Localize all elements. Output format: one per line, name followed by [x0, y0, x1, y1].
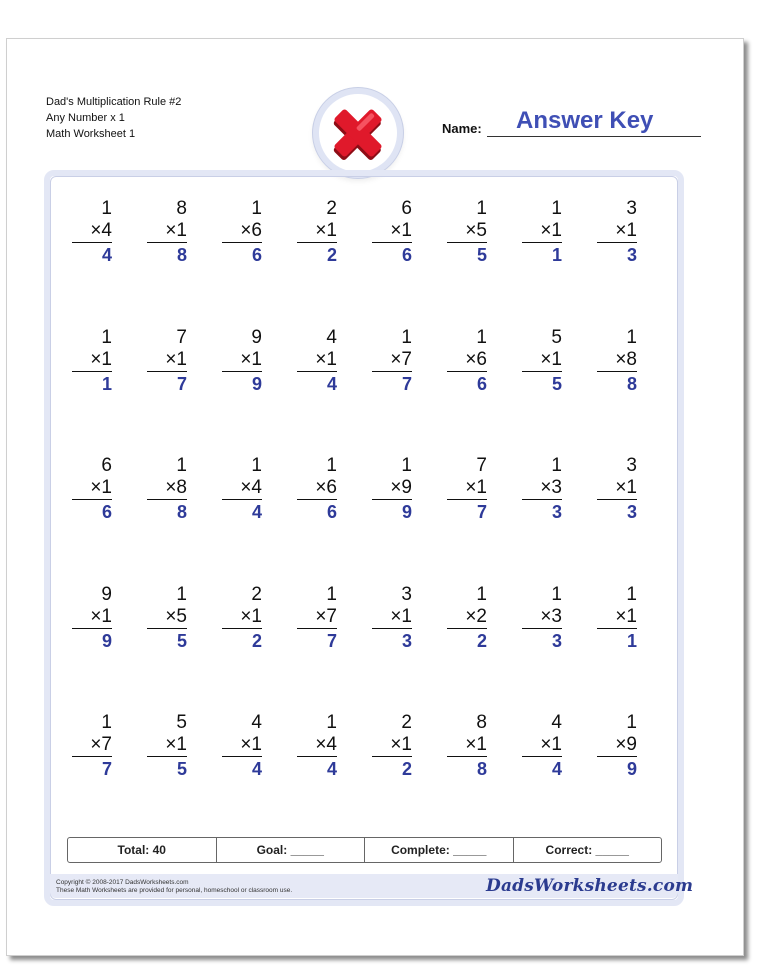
multiplier: ×7 — [297, 606, 337, 629]
complete-cell[interactable]: Complete: _____ — [365, 838, 514, 862]
multiplicand: 1 — [101, 712, 112, 733]
multiplicand: 1 — [551, 584, 562, 605]
answer[interactable]: 4 — [326, 374, 337, 394]
problem-r4-c5 — [372, 584, 412, 652]
multiplier: ×1 — [222, 349, 262, 372]
multiplier: ×5 — [447, 220, 487, 243]
answer[interactable]: 5 — [476, 245, 487, 265]
multiplicand: 1 — [626, 584, 637, 605]
answer[interactable]: 2 — [251, 631, 262, 651]
answer[interactable]: 8 — [176, 245, 187, 265]
correct-cell[interactable]: Correct: _____ — [545, 843, 629, 857]
multiplier: ×4 — [222, 477, 262, 500]
problem-r2-c6 — [447, 327, 487, 395]
problem-r2-c8 — [597, 327, 637, 395]
multiplicand: 1 — [626, 327, 637, 348]
answer[interactable]: 7 — [401, 374, 412, 394]
answer[interactable]: 4 — [326, 759, 337, 779]
problem-r1-c2 — [147, 198, 187, 266]
problem-r4-c7 — [522, 584, 562, 652]
problem-r2-c3 — [222, 327, 262, 395]
multiplier: ×5 — [147, 606, 187, 629]
multiplier: ×1 — [147, 220, 187, 243]
multiplier: ×8 — [597, 349, 637, 372]
multiplicand: 1 — [626, 712, 637, 733]
multiplier: ×1 — [597, 220, 637, 243]
multiplier: ×1 — [372, 734, 412, 757]
problem-r5-c6 — [447, 712, 487, 780]
answer[interactable]: 6 — [101, 502, 112, 522]
multiplicand: 3 — [401, 584, 412, 605]
problem-r5-c8 — [597, 712, 637, 780]
answer[interactable]: 7 — [476, 502, 487, 522]
answer[interactable]: 1 — [551, 245, 562, 265]
answer[interactable]: 7 — [176, 374, 187, 394]
multiplier: ×1 — [297, 220, 337, 243]
answer[interactable]: 5 — [551, 374, 562, 394]
problem-r3-c8 — [597, 455, 637, 523]
problem-r5-c1 — [72, 712, 112, 780]
answer[interactable]: 2 — [326, 245, 337, 265]
multiplicand: 1 — [176, 455, 187, 476]
worksheet-subtitle: Any Number x 1 — [46, 112, 125, 124]
answer[interactable]: 1 — [626, 631, 637, 651]
problem-r2-c7 — [522, 327, 562, 395]
problem-r3-c3 — [222, 455, 262, 523]
problem-r5-c3 — [222, 712, 262, 780]
problem-r3-c1 — [72, 455, 112, 523]
multiplier: ×7 — [372, 349, 412, 372]
multiplier: ×1 — [72, 477, 112, 500]
answer[interactable]: 8 — [176, 502, 187, 522]
multiplicand: 8 — [476, 712, 487, 733]
multiplier: ×1 — [447, 734, 487, 757]
answer[interactable]: 7 — [101, 759, 112, 779]
multiplicand: 6 — [101, 455, 112, 476]
answer[interactable]: 5 — [176, 631, 187, 651]
multiplicand: 4 — [326, 327, 337, 348]
problem-r1-c5 — [372, 198, 412, 266]
problem-r4-c3 — [222, 584, 262, 652]
answer[interactable]: 4 — [101, 245, 112, 265]
answer[interactable]: 3 — [551, 631, 562, 651]
multiplicand: 2 — [326, 198, 337, 219]
answer[interactable]: 4 — [551, 759, 562, 779]
problems-frame-inner — [50, 176, 678, 900]
answer[interactable]: 2 — [476, 631, 487, 651]
multiplicand: 1 — [101, 198, 112, 219]
multiplier: ×2 — [447, 606, 487, 629]
answer[interactable]: 9 — [101, 631, 112, 651]
logo-badge — [313, 88, 403, 178]
worksheet-number: Math Worksheet 1 — [46, 128, 136, 140]
problem-r3-c2 — [147, 455, 187, 523]
multiplicand: 1 — [176, 584, 187, 605]
multiplicand: 1 — [551, 198, 562, 219]
answer[interactable]: 6 — [326, 502, 337, 522]
multiplicand: 1 — [326, 712, 337, 733]
problem-r4-c8 — [597, 584, 637, 652]
multiplicand: 1 — [476, 198, 487, 219]
problem-r1-c3 — [222, 198, 262, 266]
answer[interactable]: 9 — [626, 759, 637, 779]
problem-r5-c5 — [372, 712, 412, 780]
problem-r2-c1 — [72, 327, 112, 395]
multiplicand: 9 — [101, 584, 112, 605]
multiplier: ×1 — [147, 734, 187, 757]
multiplier: ×1 — [522, 349, 562, 372]
multiplier: ×4 — [72, 220, 112, 243]
problem-r3-c7 — [522, 455, 562, 523]
multiplier: ×6 — [222, 220, 262, 243]
copyright-line: Copyright © 2008-2017 DadsWorksheets.com — [56, 879, 189, 886]
answer[interactable]: 3 — [626, 245, 637, 265]
problem-r5-c7 — [522, 712, 562, 780]
multiplier: ×1 — [372, 606, 412, 629]
problem-r5-c4 — [297, 712, 337, 780]
answer[interactable]: 8 — [476, 759, 487, 779]
multiplier: ×3 — [522, 606, 562, 629]
answer[interactable]: 6 — [476, 374, 487, 394]
multiplier: ×1 — [372, 220, 412, 243]
problem-r1-c6 — [447, 198, 487, 266]
answer[interactable]: 4 — [251, 759, 262, 779]
problem-r5-c2 — [147, 712, 187, 780]
copyright-notice — [56, 879, 292, 895]
problem-r4-c1 — [72, 584, 112, 652]
multiplicand: 2 — [401, 712, 412, 733]
multiplicand: 3 — [626, 198, 637, 219]
multiplier: ×1 — [222, 734, 262, 757]
multiplicand: 1 — [476, 584, 487, 605]
red-x-icon — [327, 102, 389, 164]
worksheet-title: Dad's Multiplication Rule #2 — [46, 96, 182, 108]
multiplier: ×1 — [72, 606, 112, 629]
multiplicand: 1 — [326, 455, 337, 476]
problem-r3-c5 — [372, 455, 412, 523]
problem-r1-c8 — [597, 198, 637, 266]
multiplier: ×1 — [597, 477, 637, 500]
brand-logo: DadsWorksheets.com — [486, 876, 694, 896]
answer[interactable]: 3 — [401, 631, 412, 651]
answer[interactable]: 9 — [401, 502, 412, 522]
problem-r3-c6 — [447, 455, 487, 523]
multiplier: ×9 — [597, 734, 637, 757]
problem-r4-c6 — [447, 584, 487, 652]
multiplicand: 9 — [251, 327, 262, 348]
problem-r1-c4 — [297, 198, 337, 266]
total-cell: Total: 40 — [68, 838, 217, 862]
answer[interactable]: 4 — [251, 502, 262, 522]
multiplicand: 7 — [476, 455, 487, 476]
multiplicand: 2 — [251, 584, 262, 605]
multiplier: ×4 — [297, 734, 337, 757]
multiplier: ×1 — [522, 734, 562, 757]
multiplier: ×8 — [147, 477, 187, 500]
answer[interactable]: 2 — [401, 759, 412, 779]
answer[interactable]: 1 — [101, 374, 112, 394]
multiplicand: 1 — [101, 327, 112, 348]
multiplicand: 5 — [176, 712, 187, 733]
answer[interactable]: 3 — [551, 502, 562, 522]
answer[interactable]: 7 — [326, 631, 337, 651]
problem-r1-c1 — [72, 198, 112, 266]
multiplier: ×1 — [147, 349, 187, 372]
usage-line: These Math Worksheets are provided for personal, homeschool or classroom use. — [56, 887, 293, 894]
multiplicand: 3 — [626, 455, 637, 476]
answer[interactable]: 5 — [176, 759, 187, 779]
problem-r4-c2 — [147, 584, 187, 652]
problem-r2-c5 — [372, 327, 412, 395]
multiplicand: 1 — [251, 198, 262, 219]
multiplier: ×6 — [297, 477, 337, 500]
multiplier: ×7 — [72, 734, 112, 757]
multiplicand: 8 — [176, 198, 187, 219]
multiplicand: 1 — [551, 455, 562, 476]
problem-r3-c4 — [297, 455, 337, 523]
answer[interactable]: 8 — [626, 374, 637, 394]
problem-r4-c4 — [297, 584, 337, 652]
worksheet-info — [46, 94, 181, 142]
multiplier: ×3 — [522, 477, 562, 500]
answer[interactable]: 6 — [251, 245, 262, 265]
score-bar — [67, 837, 662, 863]
multiplicand: 1 — [476, 327, 487, 348]
problem-r2-c4 — [297, 327, 337, 395]
multiplier: ×1 — [222, 606, 262, 629]
problem-r2-c2 — [147, 327, 187, 395]
multiplier: ×1 — [597, 606, 637, 629]
multiplicand: 1 — [401, 327, 412, 348]
name-field[interactable]: Answer Key — [516, 107, 654, 134]
multiplier: ×1 — [447, 477, 487, 500]
goal-cell[interactable]: Goal: _____ — [217, 838, 366, 862]
multiplicand: 5 — [551, 327, 562, 348]
multiplicand: 6 — [401, 198, 412, 219]
multiplier: ×1 — [72, 349, 112, 372]
name-underline — [487, 136, 701, 137]
multiplicand: 1 — [326, 584, 337, 605]
multiplicand: 4 — [251, 712, 262, 733]
multiplier: ×9 — [372, 477, 412, 500]
multiplier: ×1 — [522, 220, 562, 243]
multiplicand: 1 — [251, 455, 262, 476]
problem-r1-c7 — [522, 198, 562, 266]
multiplier: ×6 — [447, 349, 487, 372]
multiplicand: 7 — [176, 327, 187, 348]
multiplicand: 4 — [551, 712, 562, 733]
multiplier: ×1 — [297, 349, 337, 372]
answer[interactable]: 6 — [401, 245, 412, 265]
answer[interactable]: 9 — [251, 374, 262, 394]
multiplicand: 1 — [401, 455, 412, 476]
name-label: Name: — [442, 121, 482, 136]
answer[interactable]: 3 — [626, 502, 637, 522]
